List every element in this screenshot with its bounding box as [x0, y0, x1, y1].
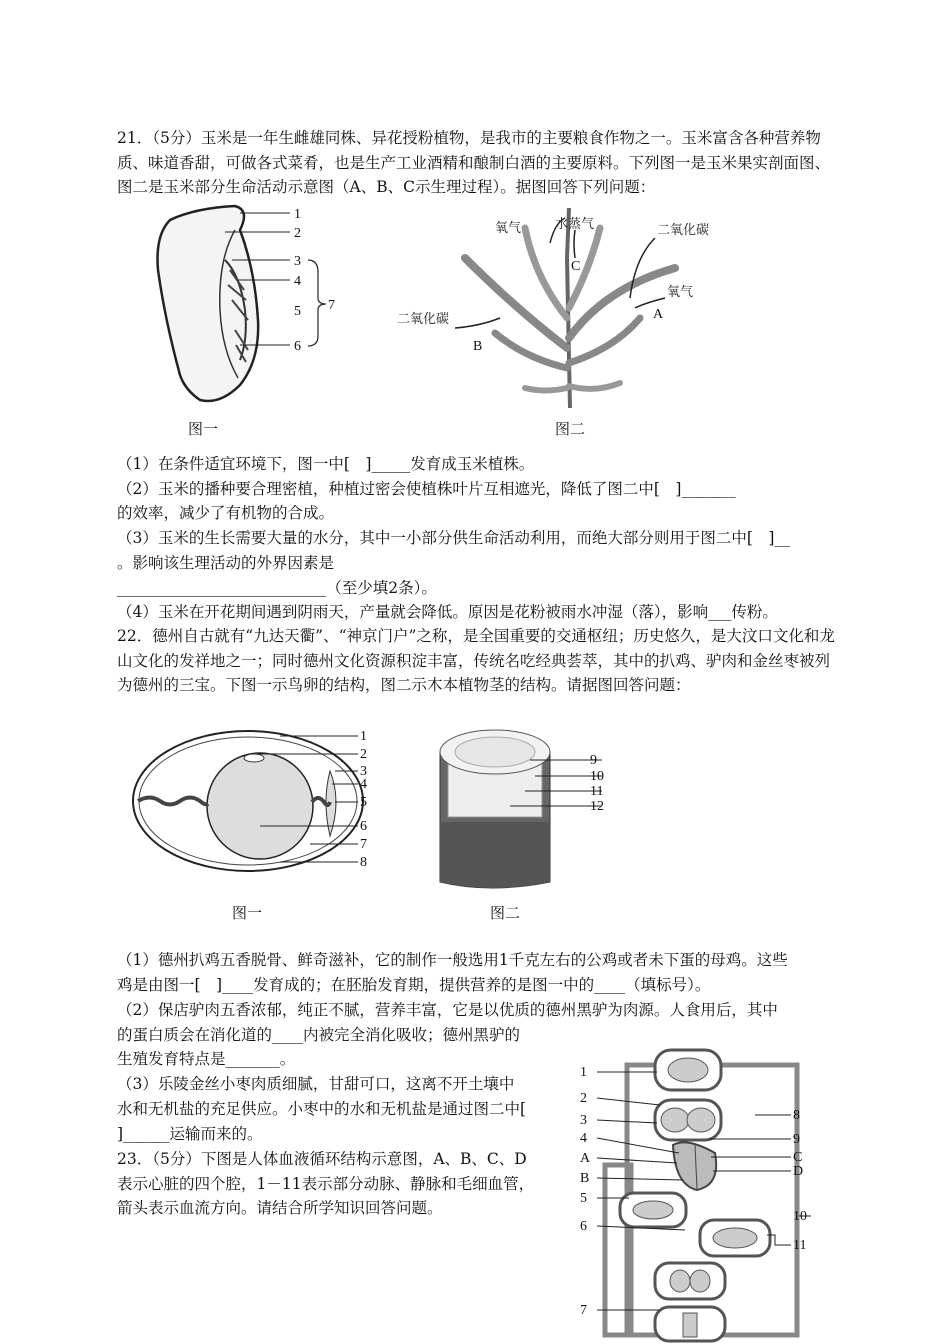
circ-label-4: 4: [580, 1131, 587, 1146]
corn-label-2: 2: [294, 226, 301, 241]
q23-stem-line3: 箭头表示血流方向。请结合所学知识回答问题。: [117, 1199, 443, 1217]
egg-label-1: 1: [360, 729, 367, 744]
egg-label-2: 2: [360, 747, 367, 762]
stem-label-9: 9: [590, 753, 597, 768]
corn-label-1: 1: [294, 207, 301, 222]
q22-sub3b: 水和无机盐的充足供应。小枣中的水和无机盐是通过图二中[: [117, 1100, 527, 1118]
q23-stem-line2: 表示心脏的四个腔，1－11表示部分动脉、静脉和毛细血管，: [117, 1175, 535, 1193]
egg-label-5: 5: [360, 795, 367, 810]
stem-label-10: 10: [590, 769, 604, 784]
label-water-vapor: 水蒸气: [555, 217, 595, 232]
label-process-c: C: [571, 259, 581, 274]
q21-stem: 21．（5分）玉米是一年生雌雄同株、异花授粉植物，是我市的主要粮食作物之一。玉米富含各种营养物质、味道香甜，可做各式菜肴，也是生产工业酒精和酿制白酒的主要原料。下列图一是玉米果实剖面图、图二是玉米部分生命活动示意图（A、B、C示生理过程）。据图回答下列问题：: [117, 129, 831, 196]
stem-label-11: 11: [590, 784, 604, 799]
label-oxygen-top: 氧气: [495, 221, 522, 236]
q22-stem: 22．德州自古就有“九达天衢”、“神京门户”之称，是全国重要的交通枢纽；历史悠久，是大汶口文化和龙山文化的发祥地之一；同时德州文化资源积淀丰富，传统名吃经典荟萃，其中的扒鸡、驴肉和金丝枣被列为德州的三宝。下图一示鸟卵的结构，图二示木本植物茎的结构。请据图回答问题：: [117, 627, 835, 694]
corn-label-6: 6: [294, 339, 301, 354]
corn-plant-figure: [395, 198, 735, 418]
circulation-diagram: [575, 1045, 820, 1344]
corn-label-3: 3: [294, 254, 301, 269]
q23-stem-line1: 23．（5分）下图是人体血液循环结构示意图，A、B、C、D: [117, 1150, 527, 1168]
label-oxygen-right: 氧气: [667, 285, 694, 300]
q21-sub1: （1）在条件适宜环境下，图一中[ ]_____发育成玉米植株。: [117, 455, 535, 473]
q22-sub1b: 鸡是由图一[ ]____发育成的；在胚胎发育期，提供营养的是图一中的____（填标号）。: [117, 976, 711, 994]
circ-label-3: 3: [580, 1113, 587, 1128]
circ-label-7: 7: [580, 1303, 587, 1318]
circ-label-c: C: [793, 1150, 803, 1165]
circ-label-a: A: [580, 1151, 591, 1166]
q21-sub3c: ___________________________（至少填2条）。: [117, 579, 437, 597]
egg-label-6: 6: [360, 819, 367, 834]
circ-label-10: 10: [793, 1209, 807, 1224]
q21-sub2b: 的效率，减少了有机物的合成。: [117, 504, 335, 522]
q22-sub2c: 生殖发育特点是_______。: [117, 1050, 296, 1068]
circ-label-11: 11: [793, 1238, 807, 1253]
q21-sub3a: （3）玉米的生长需要大量的水分，其中一小部分供生命活动利用，而绝大部分则用于图二中[ ]__: [117, 529, 790, 547]
egg-label-3: 3: [360, 764, 367, 779]
circ-label-d: D: [793, 1164, 804, 1179]
q22-sub3c: ]______运输而来的。: [117, 1125, 263, 1143]
q22-sub3a: （3）乐陵金丝小枣肉质细腻，甘甜可口，这离不开土壤中: [117, 1075, 515, 1093]
circ-label-2: 2: [580, 1091, 587, 1106]
egg-label-4: 4: [360, 777, 367, 792]
circ-label-1: 1: [580, 1065, 587, 1080]
q22-fig2-caption: 图二: [490, 904, 521, 922]
corn-kernel-figure: [140, 200, 370, 420]
egg-figure: [130, 726, 380, 876]
label-co2-left: 二氧化碳: [397, 312, 450, 327]
label-co2-right: 二氧化碳: [657, 223, 710, 238]
circ-label-5: 5: [580, 1191, 587, 1206]
egg-label-7: 7: [360, 837, 367, 852]
q21-fig2-caption: 图二: [555, 420, 586, 438]
stem-label-12: 12: [590, 799, 604, 814]
q22-sub2b: 的蛋白质会在消化道的____内被完全消化吸收；德州黑驴的: [117, 1026, 521, 1044]
q21-fig1-caption: 图一: [188, 420, 219, 438]
corn-label-7: 7: [328, 298, 335, 313]
q22-fig1-caption: 图一: [232, 904, 263, 922]
label-process-b: B: [473, 339, 483, 354]
circ-label-6: 6: [580, 1219, 587, 1234]
q21-sub3b: 。影响该生理活动的外界因素是: [117, 554, 335, 572]
stem-figure: [430, 722, 620, 892]
q22-sub1a: （1）德州扒鸡五香脱骨、鲜奇滋补，它的制作一般选用1千克左右的公鸡或者未下蛋的母鸡。这些: [117, 951, 788, 969]
q21-sub4: （4）玉米在开花期间遇到阴雨天，产量就会降低。原因是花粉被雨水冲湿（落），影响___传粉。: [117, 603, 778, 621]
corn-label-5: 5: [294, 304, 301, 319]
circ-label-9: 9: [793, 1132, 800, 1147]
label-process-a: A: [653, 307, 664, 322]
circ-label-b: B: [580, 1171, 590, 1186]
egg-label-8: 8: [360, 855, 367, 870]
circ-label-8: 8: [793, 1108, 800, 1123]
corn-label-4: 4: [294, 274, 301, 289]
q21-sub2a: （2）玉米的播种要合理密植，种植过密会使植株叶片互相遮光，降低了图二中[ ]_______: [117, 480, 736, 498]
q22-sub2a: （2）保店驴肉五香浓郁，纯正不腻，营养丰富，它是以优质的德州黑驴为肉源。人食用后，其中: [117, 1001, 778, 1019]
